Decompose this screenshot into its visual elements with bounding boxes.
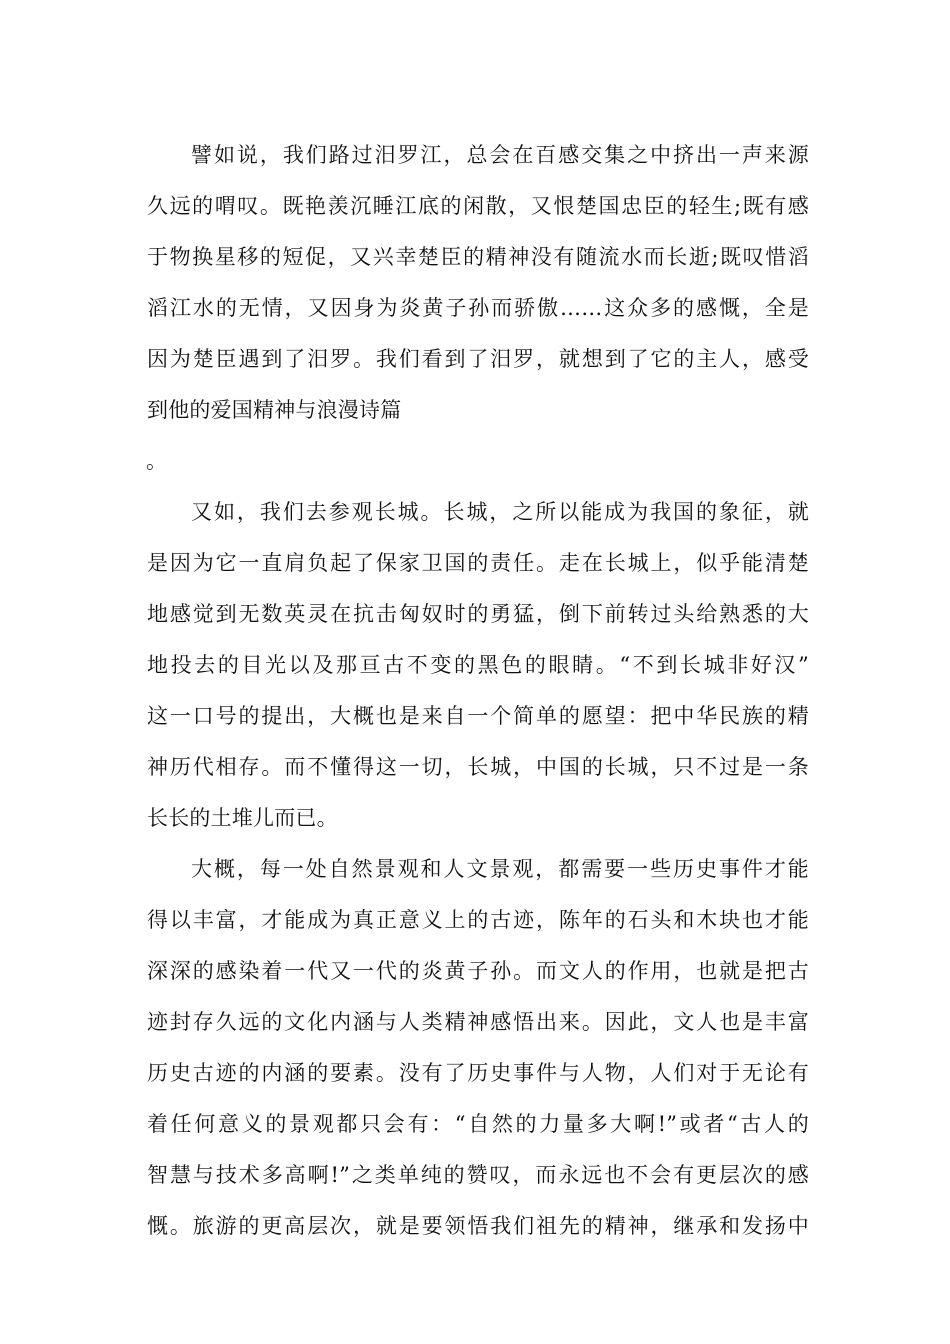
text-line: 因为楚臣遇到了汨罗。我们看到了汨罗，就想到了它的主人，感受 <box>147 347 809 371</box>
text-line: 历史古迹的内涵的要素。没有了历史事件与人物，人们对于无论有 <box>147 1061 809 1085</box>
text-line: 得以丰富，才能成为真正意义上的古迹，陈年的石头和木块也才能 <box>147 908 809 932</box>
text-line: 又如，我们去参观长城。长城，之所以能成为我国的象征，就 <box>191 500 809 524</box>
text-line: 到他的爱国精神与浪漫诗篇 <box>147 398 402 422</box>
text-line: 大概，每一处自然景观和人文景观，都需要一些历史事件才能 <box>191 857 809 881</box>
text-line: 地感觉到无数英灵在抗击匈奴时的勇猛，倒下前转过头给熟悉的大 <box>147 602 809 626</box>
text-line: 是因为它一直肩负起了保家卫国的责任。走在长城上，似乎能清楚 <box>147 551 809 575</box>
text-line: 长长的土堆儿而已。 <box>147 806 338 830</box>
text-line: 譬如说，我们路过汨罗江，总会在百感交集之中挤出一声来源 <box>191 143 809 167</box>
text-line: 地投去的目光以及那亘古不变的黑色的眼睛。“不到长城非好汉” <box>147 653 809 677</box>
text-line: 慨。旅游的更高层次，就是要领悟我们祖先的精神，继承和发扬中 <box>147 1214 809 1238</box>
text-line: 智慧与技术多高啊!”之类单纯的赞叹，而永远也不会有更层次的感 <box>147 1163 809 1187</box>
text-line: 这一口号的提出，大概也是来自一个简单的愿望：把中华民族的精 <box>147 704 809 728</box>
text-line: 着任何意义的景观都只会有：“自然的力量多大啊!”或者“古人的 <box>147 1112 809 1136</box>
body-text <box>147 130 809 1252</box>
text-line: 深深的感染着一代又一代的炎黄子孙。而文人的作用，也就是把古 <box>147 959 809 983</box>
text-line: 迹封存久远的文化内涵与人类精神感悟出来。因此，文人也是丰富 <box>147 1010 809 1034</box>
text-line: 久远的喟叹。既艳羡沉睡江底的闲散，又恨楚国忠臣的轻生;既有感 <box>147 194 809 218</box>
text-line: 神历代相存。而不懂得这一切，长城，中国的长城，只不过是一条 <box>147 755 809 779</box>
text-line: 于物换星移的短促，又兴幸楚臣的精神没有随流水而长逝;既叹惜滔 <box>147 245 809 269</box>
text-line: 。 <box>146 449 168 473</box>
text-line: 滔江水的无情，又因身为炎黄子孙而骄傲……这众多的感慨，全是 <box>147 296 809 320</box>
